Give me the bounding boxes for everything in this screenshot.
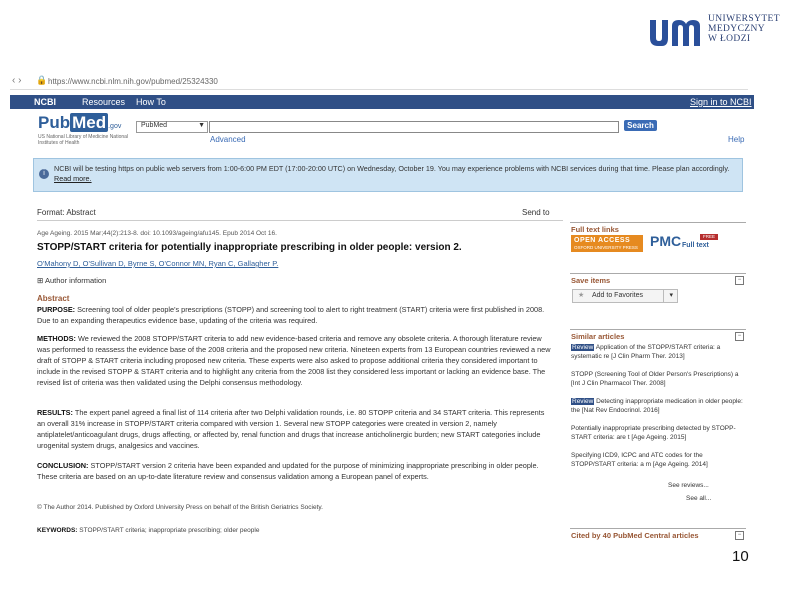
conclusion-label: CONCLUSION: (37, 461, 89, 470)
notice-message: NCBI will be testing https on public web servers from 1:00-6:00 PM EDT (17:00-20:00 UTC) on Wednesday, October 19. You may experience problems with NCBI services during that time. Please plan accordingly. (54, 164, 730, 173)
search-input[interactable] (209, 121, 619, 133)
send-to-menu[interactable]: Send to (522, 208, 550, 217)
abstract-heading: Abstract (37, 294, 70, 303)
similar-articles-title: Similar articles (571, 332, 625, 341)
author-list[interactable]: O'Mahony D, O'Sullivan D, Byrne S, O'Connor MN, Ryan C, Gallagher P. (37, 259, 279, 268)
conclusion-text: STOPP/START version 2 criteria have been expanded and updated for the purpose of minimizing inappropriate prescribing in older people. These criteria are based on an up-to-date literature review and consensus validation among a European panel of experts. (37, 461, 539, 481)
pubmed-logo-gov: .gov (108, 123, 122, 130)
notice-banner (33, 158, 743, 192)
ncbi-top-bar (10, 95, 754, 109)
back-forward-icon[interactable]: ‹ › (12, 75, 22, 86)
divider (37, 220, 563, 221)
info-icon: i (39, 169, 49, 179)
see-all-link[interactable]: See all... (686, 495, 712, 502)
university-name (708, 14, 780, 44)
similar-article-text: Potentially inappropriate prescribing detected by STOPP-START criteria: are t [Age Ageing. 2015] (571, 425, 736, 441)
keywords-text: STOPP/START criteria; inappropriate prescribing; older people (79, 527, 260, 534)
save-items-header[interactable] (570, 273, 746, 286)
pmc-full-text-label: Full text (682, 242, 709, 249)
similar-articles-header[interactable] (570, 329, 746, 342)
ncbi-logo[interactable]: NCBI (34, 97, 56, 107)
article-title: STOPP/START criteria for potentially inappropriate prescribing in older people: version 2. (37, 242, 462, 253)
cited-by-title: Cited by 40 PubMed Central articles (571, 531, 699, 540)
divider (663, 290, 664, 302)
open-access-link[interactable] (571, 235, 643, 252)
add-to-favorites-label: Add to Favorites (592, 292, 643, 299)
help-link[interactable]: Help (728, 135, 745, 144)
university-name-line: UNIWERSYTET (708, 14, 780, 24)
pmc-free-badge: FREE (700, 234, 718, 240)
pubmed-logo[interactable] (38, 113, 121, 133)
methods-text: We reviewed the 2008 STOPP/START criteria to add new evidence-based criteria and remove any obsolete criteria. A thorough literature review was performed to reassess the evidence base of the 2008 criteria and the proposed new criteria. Nineteen experts from 13 European countries reviewed a new draft of STOPP & START criteria including proposed new criteria. These experts were also asked to propose additional criteria they considered important to include in the revised STOPP & START criteria and to highlight any criteria from the 2008 list they considered less important or lacking an evidence base. The revised list of criteria was then validated using the Delphi consensus methodology. (37, 334, 551, 387)
search-button[interactable]: Search (624, 120, 657, 131)
results-label: RESULTS: (37, 408, 73, 417)
citation-line: Age Ageing. 2015 Mar;44(2):213-8. doi: 10.1093/ageing/afu145. Epub 2014 Oct 16. (37, 230, 277, 237)
similar-article-text: Detecting inappropriate medication in older people: the [Nat Rev Endocrinol. 2016] (571, 398, 743, 414)
university-name-line: MEDYCZNY (708, 24, 766, 34)
author-information-toggle[interactable] (37, 276, 106, 285)
add-to-favorites-button[interactable] (572, 289, 678, 303)
url-text[interactable]: https://www.ncbi.nlm.nih.gov/pubmed/25324330 (48, 77, 218, 86)
copyright-note: © The Author 2014. Published by Oxford University Press on behalf of the British Geriatrics Society. (37, 504, 323, 511)
results-text: The expert panel agreed a final list of 114 criteria after two Delphi validation rounds, i.e. 80 STOPP criteria and 34 START criteria. This represents an overall 31% increase in STOPP/START criteria compared with version 1. Several new STOPP categories were created in version 2, namely antiplatelet/anticoagulant drugs, drugs affecting, or affected by, renal function and drugs that increase anticholinergic burden; new START categories include urogenital system drugs, analgesics and vaccines. (37, 408, 545, 450)
pubmed-logo-pub: Pub (38, 113, 71, 132)
slide-page-number: 10 (732, 548, 749, 565)
howto-menu[interactable]: How To (136, 97, 166, 107)
keywords (37, 527, 553, 534)
pubmed-logo-med: Med (72, 113, 107, 132)
lock-icon: 🔒 (36, 75, 48, 85)
advanced-search-link[interactable]: Advanced (210, 135, 246, 144)
resources-menu[interactable]: Resources (82, 97, 126, 107)
notice-text (54, 164, 734, 184)
similar-article-item[interactable] (571, 343, 747, 361)
pmc-full-text-link[interactable] (648, 233, 720, 253)
oup-label: OXFORD UNIVERSITY PRESS (574, 245, 638, 250)
chevron-down-icon: ▼ (198, 122, 205, 129)
university-name-line: W ŁODZI (708, 34, 751, 44)
similar-article-text: Specifying ICD9, ICPC and ATC codes for the STOPP/START criteria: a m [Age Ageing. 2014] (571, 452, 708, 468)
collapse-icon[interactable]: − (735, 332, 744, 341)
nlm-subtitle: US National Library of Medicine National Institutes of Health (38, 134, 129, 146)
similar-article-item[interactable] (571, 451, 747, 469)
abstract-purpose (37, 304, 553, 326)
browser-address-bar (10, 75, 748, 90)
save-items-title: Save items (571, 276, 611, 285)
university-logo-mark (648, 16, 702, 50)
abstract-results (37, 407, 553, 451)
similar-article-item[interactable] (571, 370, 747, 388)
read-more-link[interactable]: Read more. (54, 174, 92, 183)
cited-by-header[interactable] (570, 528, 746, 541)
methods-label: METHODS: (37, 334, 76, 343)
pmc-logo: PMC (650, 233, 682, 249)
abstract-conclusion (37, 460, 553, 482)
purpose-label: PURPOSE: (37, 305, 76, 314)
author-info-label: Author information (44, 276, 107, 285)
collapse-icon[interactable]: − (735, 531, 744, 540)
similar-article-item[interactable] (571, 397, 747, 415)
similar-article-item[interactable] (571, 424, 747, 442)
database-select-value: PubMed (141, 122, 168, 129)
database-select[interactable] (136, 121, 208, 133)
chevron-down-icon[interactable]: ▾ (669, 292, 673, 299)
review-badge: Review (572, 344, 594, 351)
keywords-label: KEYWORDS: (37, 527, 78, 534)
similar-article-text: STOPP (Screening Tool of Older Person's Prescriptions) a [Int J Clin Pharmacol Ther. 2008] (571, 371, 739, 387)
see-reviews-link[interactable]: See reviews... (668, 482, 709, 489)
abstract-methods (37, 333, 553, 388)
open-access-label: OPEN ACCESS (574, 237, 631, 244)
similar-article-text: Application of the STOPP/START criteria: a systematic re [J Clin Pharm Ther. 2013] (571, 344, 721, 360)
purpose-text: Screening tool of older people's prescriptions (STOPP) and screening tool to alert to right treatment (START) criteria were first published in 2008. Due to an expanding therapeutics evidence base, updating of the criteria was required. (37, 305, 545, 325)
full-text-links-title: Full text links (571, 225, 619, 234)
signin-link[interactable]: Sign in to NCBI (690, 97, 752, 107)
expand-icon: ⊞ (37, 276, 45, 285)
star-icon: ★ (578, 292, 585, 299)
format-selector[interactable]: Format: Abstract (37, 208, 96, 217)
collapse-icon[interactable]: − (735, 276, 744, 285)
review-badge: Review (572, 398, 594, 405)
